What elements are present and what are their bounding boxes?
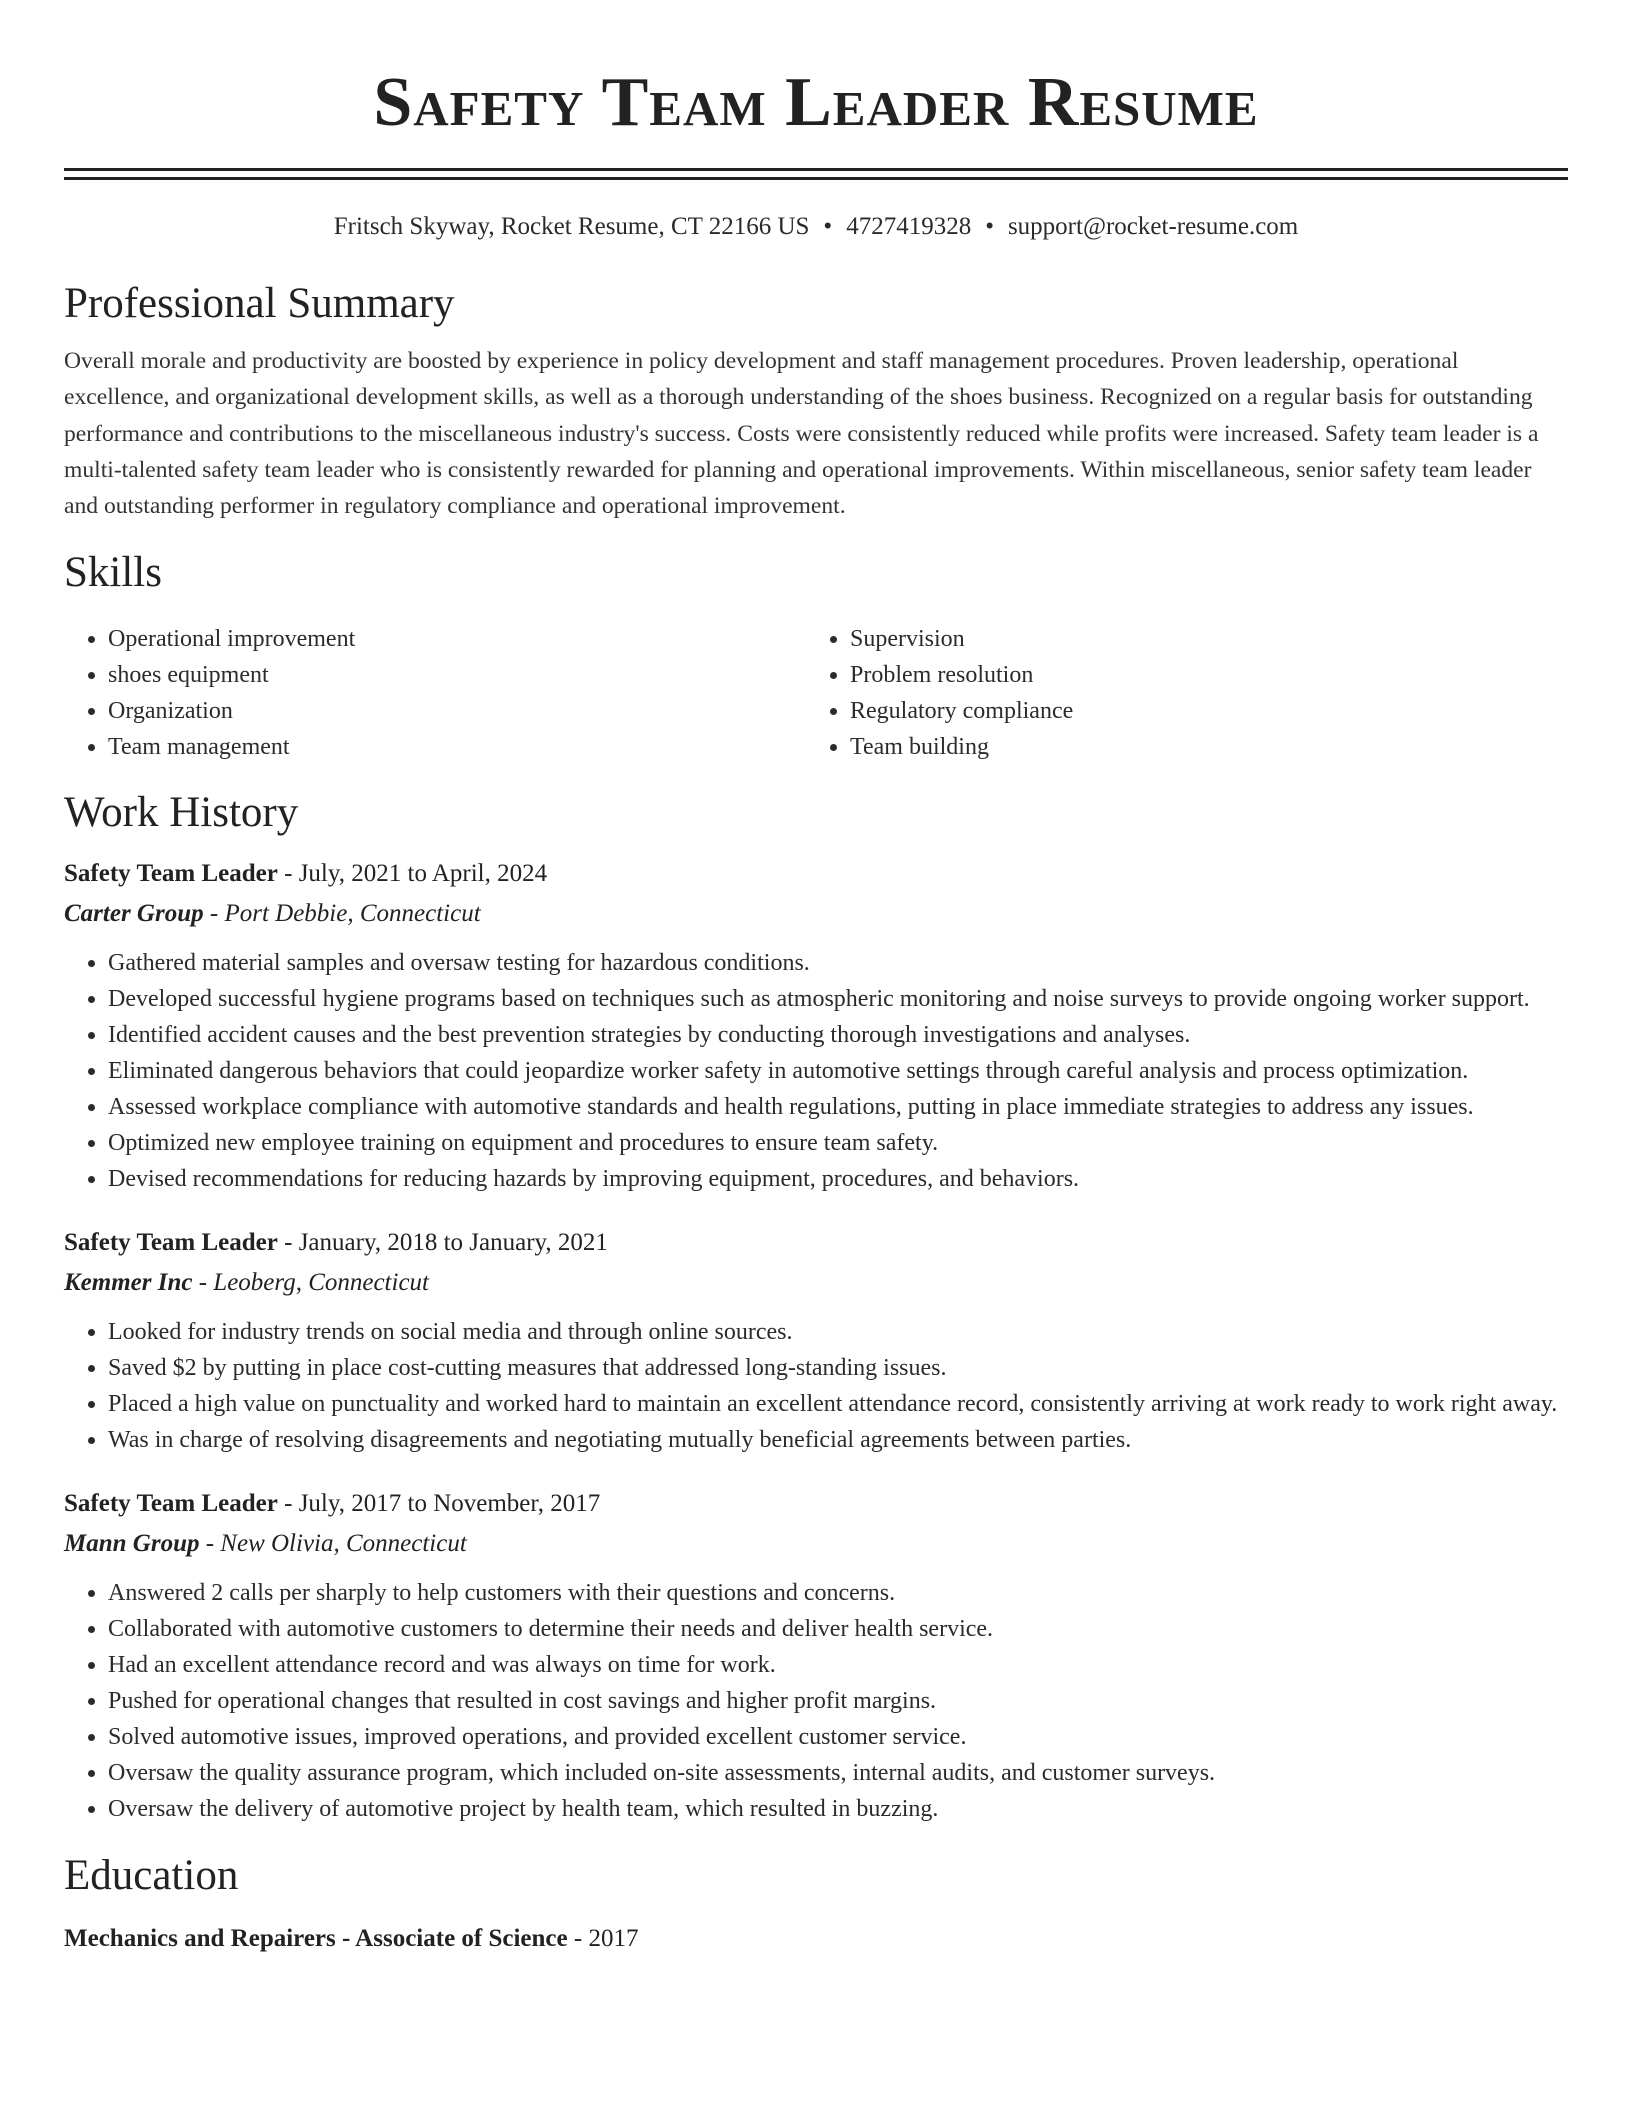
contact-phone: 4727419328 — [846, 213, 972, 240]
duty-item: • Was in charge of resolving disagreements and negotiating mutually beneficial agreements between parties. — [108, 1422, 1568, 1458]
education-heading: Education — [64, 1852, 239, 1900]
job-header — [64, 854, 1568, 894]
job-location: - New Olivia, Connecticut — [199, 1530, 467, 1558]
summary-text: Overall morale and productivity are boosted by experience in policy development and staff management procedures. Proven leadership, operational excellence, and organizational development skills, as well as a thorough understanding of the shoes business. Recognized on a regular basis for outstanding performance and contributions to the miscellaneous industry's success. Costs were consistently reduced while profits were increased. Safety team leader is a multi-talented safety team leader who is consistently rewarded for planning and operational improvements. Within miscellaneous, senior safety team leader and outstanding performer in regulatory compliance and operational improvement. — [64, 348, 1539, 520]
education-degree: Mechanics and Repairers - Associate of Science — [64, 1925, 568, 1953]
skills-list — [64, 621, 1568, 765]
job-dates: - July, 2021 to April, 2024 — [277, 860, 548, 888]
job-dates: - January, 2018 to January, 2021 — [277, 1229, 608, 1257]
skill-item: • Team building — [850, 729, 1548, 765]
contact-line — [64, 210, 1568, 244]
skill-item: • Operational improvement — [108, 621, 806, 657]
duty-item: • Saved $2 by putting in place cost-cutting measures that addressed long-standing issues. — [108, 1350, 1568, 1386]
duty-item: • Identified accident causes and the best prevention strategies by conducting thorough investigations and analyses. — [108, 1017, 1568, 1053]
duty-item: • Gathered material samples and oversaw testing for hazardous conditions. — [108, 945, 1568, 981]
job-duties — [64, 1314, 1568, 1458]
job-duties — [64, 945, 1568, 1197]
job-header — [64, 1484, 1568, 1524]
duty-item: • Assessed workplace compliance with automotive standards and health regulations, putting in place immediate strategies to address any issues. — [108, 1089, 1568, 1125]
resume-title: Safety Team Leader Resume — [373, 64, 1259, 141]
job-company: Carter Group — [64, 900, 204, 928]
job-dates: - July, 2017 to November, 2017 — [277, 1490, 601, 1518]
duty-item: • Answered 2 calls per sharply to help customers with their questions and concerns. — [108, 1575, 1568, 1611]
job-title: Safety Team Leader — [64, 1490, 278, 1518]
job-duties — [64, 1575, 1568, 1827]
job-title: Safety Team Leader — [64, 860, 278, 888]
duty-item: • Optimized new employee training on equipment and procedures to ensure team safety. — [108, 1125, 1568, 1161]
job-company: Kemmer Inc — [64, 1269, 193, 1297]
job-company-line — [64, 1524, 1568, 1564]
job-company-line — [64, 1263, 1568, 1303]
skill-item: • shoes equipment — [108, 657, 806, 693]
duty-item: • Had an excellent attendance record and was always on time for work. — [108, 1647, 1568, 1683]
skills-heading: Skills — [64, 549, 162, 597]
duty-item: • Developed successful hygiene programs based on techniques such as atmospheric monitoring and noise surveys to provide ongoing worker support. — [108, 981, 1568, 1017]
job-entry — [64, 854, 1568, 1197]
duty-item: • Collaborated with automotive customers to determine their needs and deliver health service. — [108, 1611, 1568, 1647]
contact-separator: • — [985, 213, 994, 240]
skills-column-left — [64, 621, 806, 765]
job-location: - Port Debbie, Connecticut — [203, 900, 481, 928]
duty-item: • Solved automotive issues, improved operations, and provided excellent customer service. — [108, 1719, 1568, 1755]
skill-item: • Organization — [108, 693, 806, 729]
skill-item: • Supervision — [850, 621, 1548, 657]
duty-item: • Looked for industry trends on social media and through online sources. — [108, 1314, 1568, 1350]
contact-email: support@rocket-resume.com — [1007, 213, 1299, 240]
duty-item: • Pushed for operational changes that resulted in cost savings and higher profit margins. — [108, 1683, 1568, 1719]
duty-item: • Oversaw the delivery of automotive project by health team, which resulted in buzzing. — [108, 1791, 1568, 1827]
education-year: - 2017 — [567, 1925, 639, 1953]
duty-item: • Oversaw the quality assurance program, which included on-site assessments, internal audits, and customer surveys. — [108, 1755, 1568, 1791]
summary-heading: Professional Summary — [64, 280, 455, 327]
skills-column-right — [806, 621, 1548, 765]
skill-item: • Regulatory compliance — [850, 693, 1548, 729]
job-header — [64, 1223, 1568, 1263]
job-company: Mann Group — [64, 1530, 200, 1558]
job-company-line — [64, 894, 1568, 934]
skill-item: • Problem resolution — [850, 657, 1548, 693]
job-title: Safety Team Leader — [64, 1229, 278, 1257]
work-history-heading: Work History — [64, 789, 299, 837]
duty-item: • Eliminated dangerous behaviors that could jeopardize worker safety in automotive settings through careful analysis and process optimization. — [108, 1053, 1568, 1089]
contact-separator: • — [823, 213, 833, 240]
contact-address: Fritsch Skyway, Rocket Resume, CT 22166 US — [333, 213, 810, 240]
title-divider — [64, 168, 1568, 180]
duty-item: • Placed a high value on punctuality and worked hard to maintain an excellent attendance record, consistently arriving at work ready to work right away. — [108, 1386, 1568, 1422]
skill-item: • Team management — [108, 729, 806, 765]
duty-item: • Devised recommendations for reducing hazards by improving equipment, procedures, and behaviors. — [108, 1161, 1568, 1197]
job-entry — [64, 1223, 1568, 1458]
job-location: - Leoberg, Connecticut — [192, 1269, 429, 1297]
education-entry — [64, 1919, 1568, 1959]
job-entry — [64, 1484, 1568, 1827]
